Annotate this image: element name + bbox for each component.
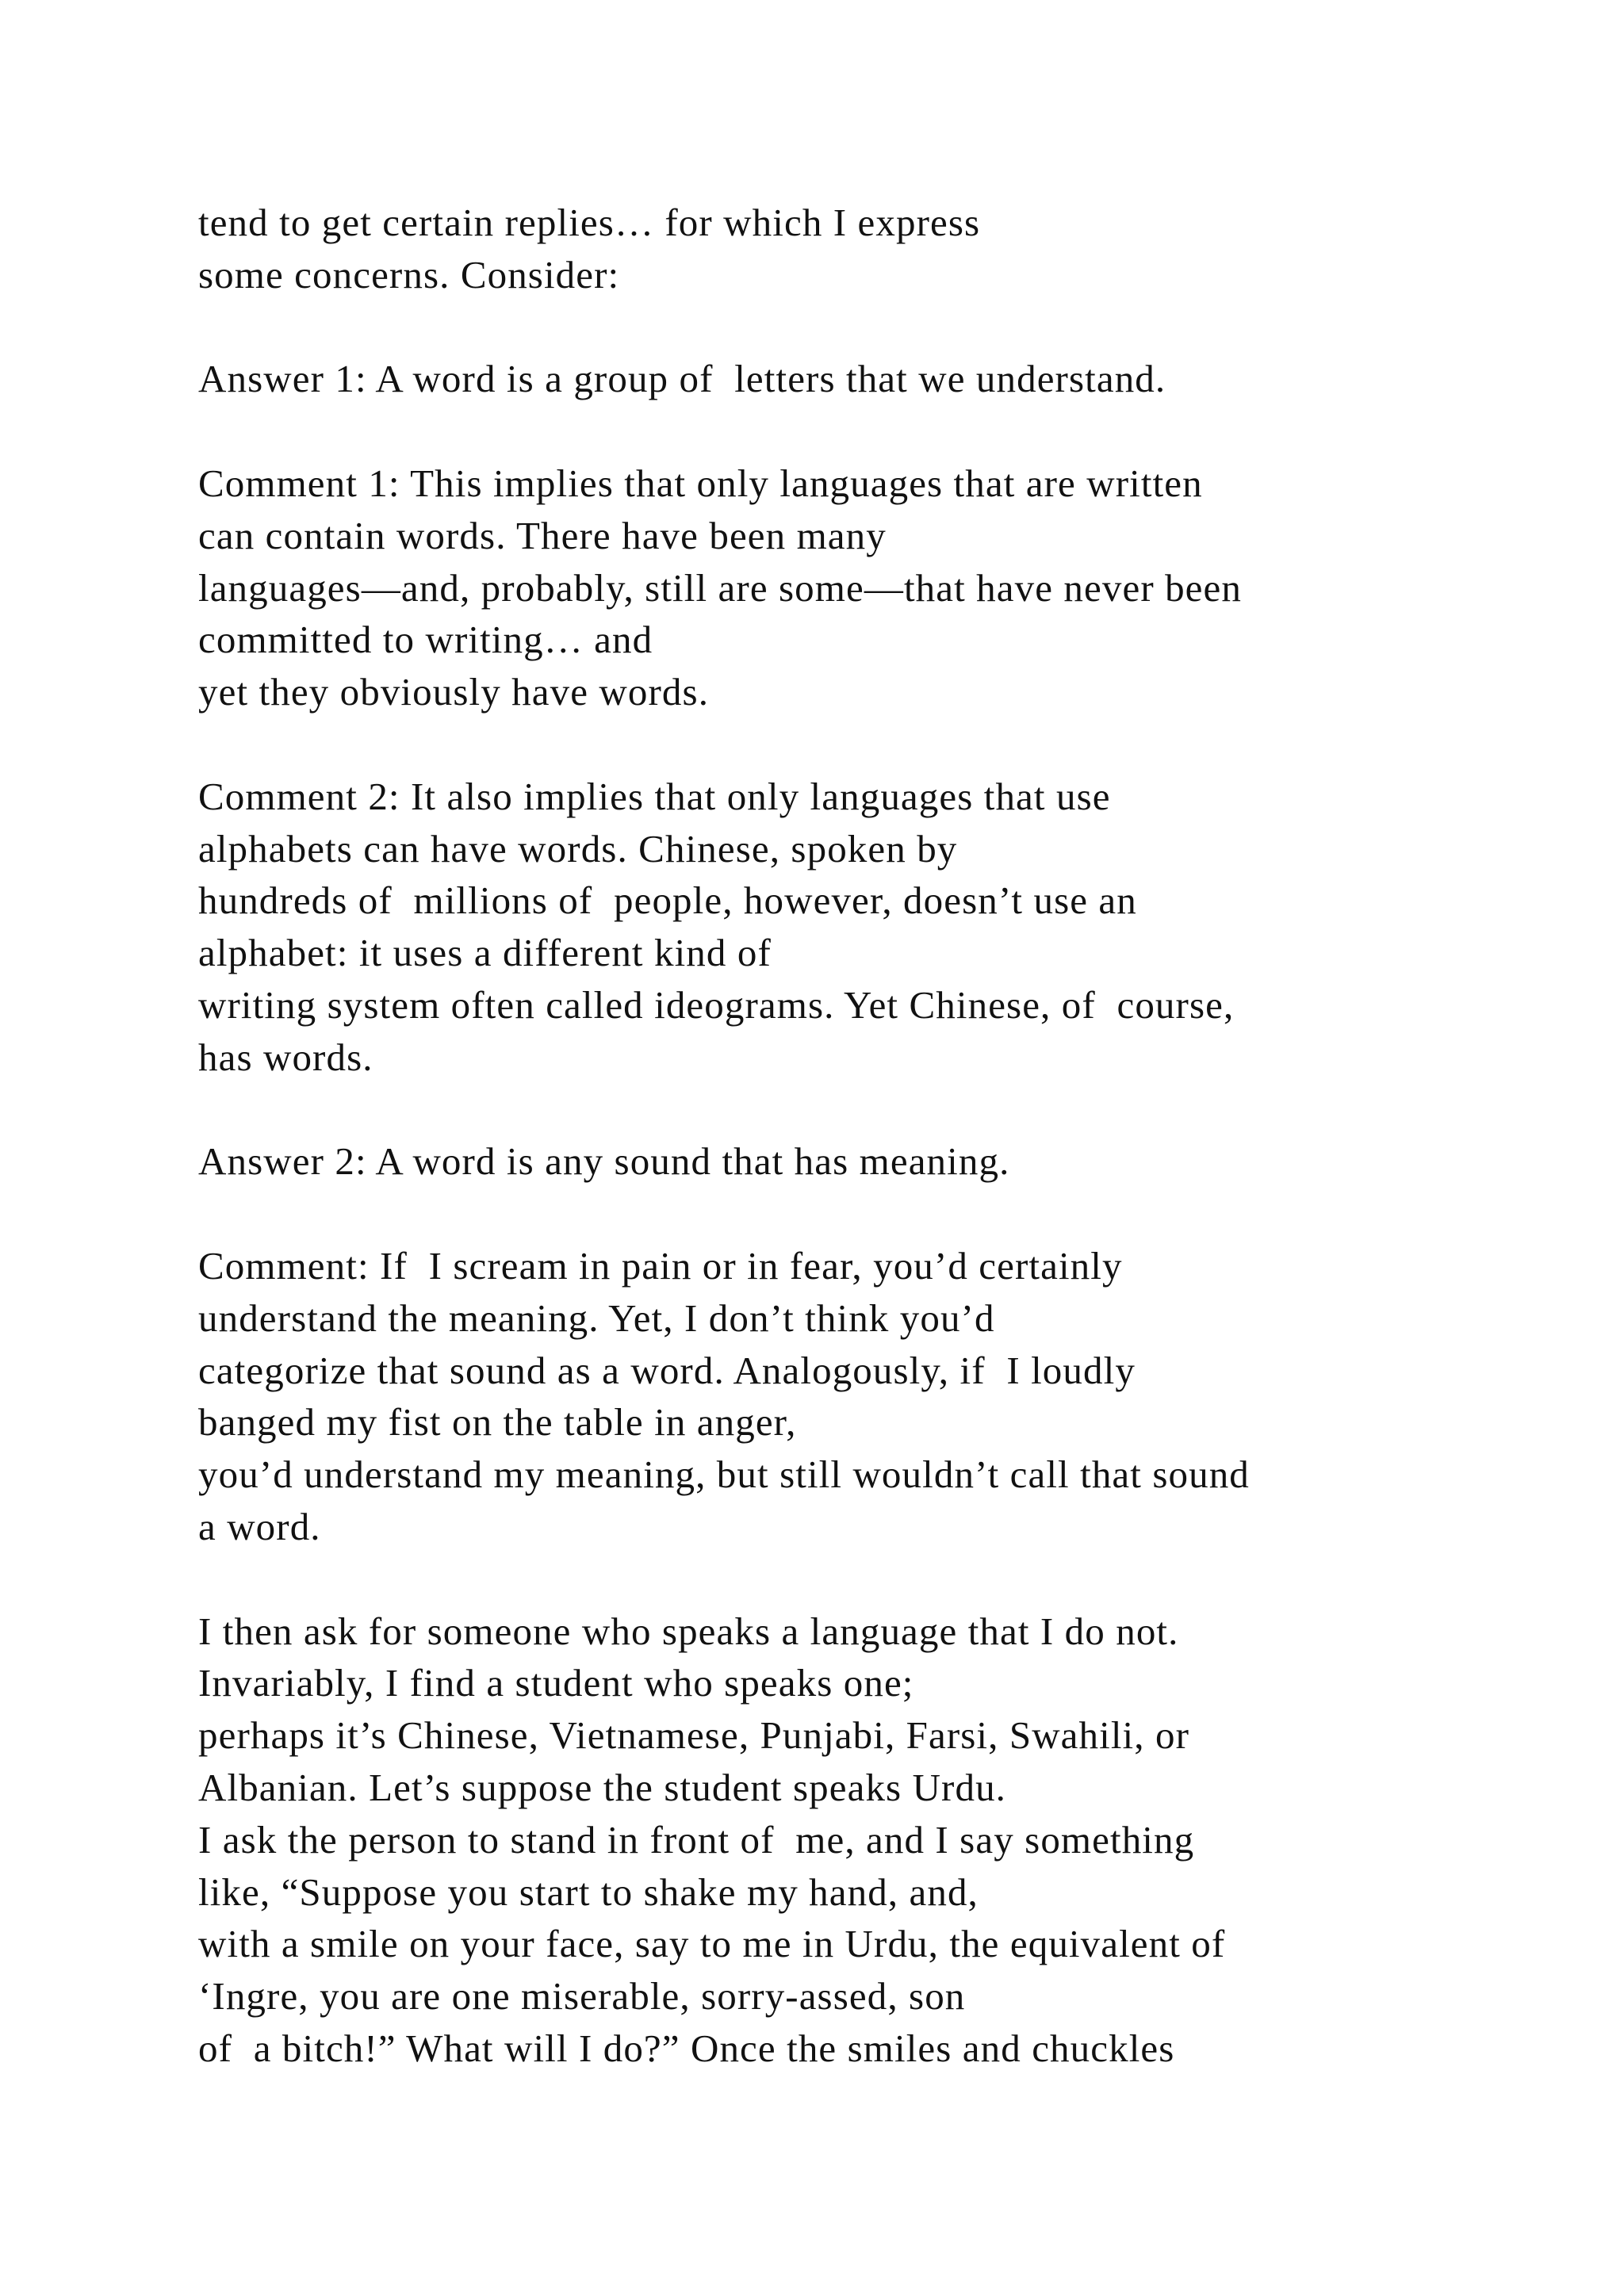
text-line: Comment 1: This implies that only languages that are written [198, 461, 1203, 505]
text-line: Comment: If I scream in pain or in fear, you’d certainly [198, 1243, 1123, 1288]
text-line: Answer 2: A word is any sound that has meaning. [198, 1139, 1010, 1184]
text-line: some concerns. Consider: [198, 252, 620, 297]
paragraph-break [198, 718, 1546, 771]
paragraph-break [198, 1084, 1546, 1136]
text-line: a word. [198, 1504, 321, 1548]
text-line: perhaps it’s Chinese, Vietnamese, Punjabi, Farsi, Swahili, or [198, 1713, 1189, 1758]
text-line: you’d understand my meaning, but still wouldn’t call that sound [198, 1452, 1250, 1497]
paragraph-break [198, 1553, 1546, 1605]
text-line: categorize that sound as a word. Analogously, if I loudly [198, 1348, 1136, 1392]
text-line: with a smile on your face, say to me in Urdu, the equivalent of [198, 1922, 1226, 1966]
text-line: writing system often called ideograms. Yet Chinese, of course, [198, 982, 1235, 1027]
paragraph-break [198, 405, 1546, 457]
text-line: committed to writing… and [198, 618, 653, 662]
text-line: Albanian. Let’s suppose the student speaks Urdu. [198, 1765, 1007, 1809]
text-line: like, “Suppose you start to shake my hand, and, [198, 1869, 979, 1914]
text-line: tend to get certain replies… for which I express [198, 201, 981, 244]
document-text-body [198, 197, 1546, 2075]
text-line: understand the meaning. Yet, I don’t think you’d [198, 1295, 995, 1340]
text-line: alphabet: it uses a different kind of [198, 931, 772, 975]
text-line: of a bitch!” What will I do?” Once the smiles and chuckles [198, 2026, 1175, 2070]
paragraph-break [198, 1188, 1546, 1240]
text-line: banged my fist on the table in anger, [198, 1400, 797, 1445]
text-line: hundreds of millions of people, however, doesn’t use an [198, 878, 1137, 923]
text-line: I ask the person to stand in front of me, and I say something [198, 1817, 1195, 1862]
text-line: yet they obviously have words. [198, 670, 710, 714]
text-line: I then ask for someone who speaks a language that I do not. [198, 1609, 1179, 1653]
text-line: languages—and, probably, still are some—that have never been [198, 565, 1242, 610]
text-line: ‘Ingre, you are one miserable, sorry-assed, son [198, 1974, 966, 2019]
text-line: has words. [198, 1035, 373, 1079]
text-line: Invariably, I find a student who speaks one; [198, 1661, 914, 1705]
paragraph-break [198, 301, 1546, 354]
text-line: Comment 2: It also implies that only languages that use [198, 774, 1111, 818]
text-line: can contain words. There have been many [198, 513, 887, 557]
text-line: alphabets can have words. Chinese, spoken by [198, 826, 958, 871]
text-line: Answer 1: A word is a group of letters that we understand. [198, 357, 1166, 401]
